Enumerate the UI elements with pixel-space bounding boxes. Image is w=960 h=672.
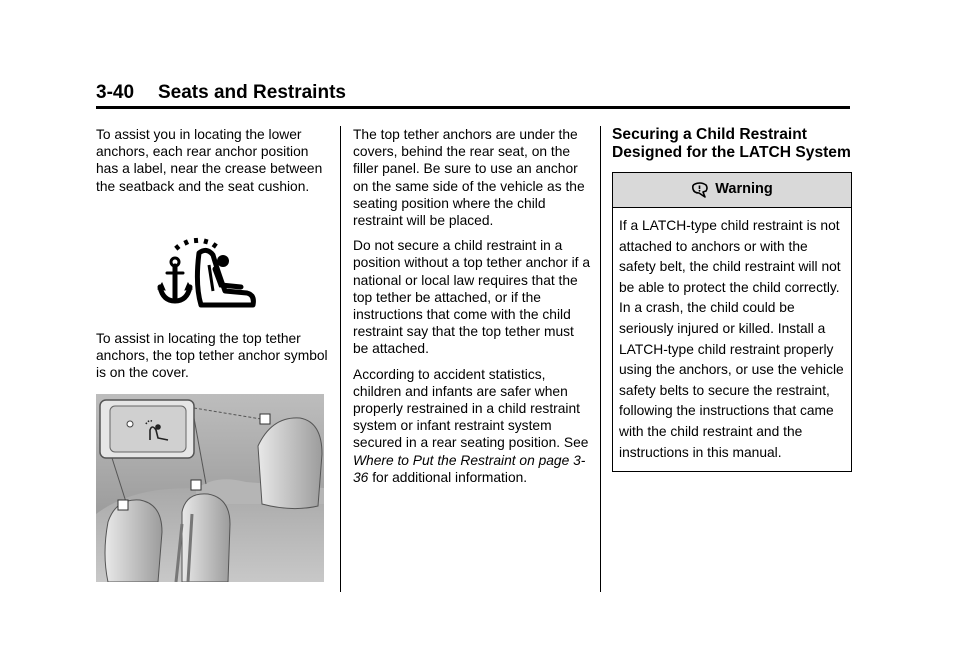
column-divider-1 — [340, 126, 341, 592]
cross-reference-link[interactable]: Where to Put the Restraint on page 3-36 — [353, 452, 586, 485]
anchor-icon — [158, 258, 192, 301]
accident-stats-end: for additional information. — [372, 469, 528, 485]
warning-title: Warning — [715, 181, 773, 198]
warning-icon — [691, 182, 709, 198]
section-heading: Securing a Child Restraint Designed for the LATCH System — [612, 126, 851, 161]
header-rule — [96, 106, 850, 109]
accident-stats-paragraph — [353, 366, 593, 486]
warning-header — [613, 173, 851, 208]
lower-anchor-paragraph: To assist you in locating the lower anchors, each rear anchor position has a label, near the crease between the seatback and the seat cushion. — [96, 127, 323, 194]
page-number: 3-40 — [96, 82, 135, 103]
warning-box — [612, 172, 852, 472]
column-2 — [353, 126, 593, 494]
child-seat-icon — [197, 250, 253, 305]
dotted-arc-icon — [174, 238, 218, 251]
top-tether-paragraph: To assist in locating the top tether anchors, the top tether anchor symbol is on the cover. — [96, 331, 328, 381]
column-divider-2 — [600, 126, 601, 592]
section-title: Seats and Restraints — [158, 82, 346, 103]
column-1 — [96, 126, 328, 203]
column-3 — [612, 126, 852, 472]
tether-location-paragraph: The top tether anchors are under the covers, behind the rear seat, on the filler panel. Be sure to use an anchor on the same side of the vehicle as the seating position where the child restraint will be placed. — [353, 127, 585, 229]
tether-law-paragraph: Do not secure a child restraint in a position without a top tether anchor if a national or local law requires that the top tether be attached, or if the instructions that come with the child restraint say that the top tether must be attached. — [353, 238, 590, 357]
page-header — [96, 82, 850, 110]
warning-text: If a LATCH-type child restraint is not attached to anchors or with the safety belt, the child restraint will not be able to protect the child correctly. In a crash, the child could be seriously injured or killed. Install a LATCH-type child restraint properly using the anchors, or use the vehicle safety belts to secure the restraint, following the instructions that came with the child restraint and the instructions in this manual. — [619, 218, 844, 460]
accident-stats-text: According to accident statistics, children and infants are safer when properly restrained in a child restraint system or infant restraint system secured in a rear seating position. See — [353, 366, 589, 451]
rear-seat-illustration — [96, 394, 324, 582]
latch-symbol — [155, 235, 263, 313]
